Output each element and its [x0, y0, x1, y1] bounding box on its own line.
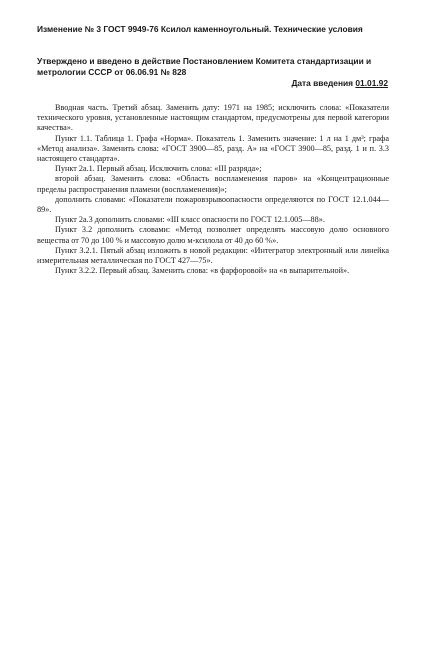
effective-date-label: Дата введения [291, 78, 354, 88]
paragraph: Пункт 1.1. Таблица 1. Графа «Норма». Показатель 1. Заменить значение: 1 л на 1 дм³; графа «Метод анализа». Заменить слова: «ГОСТ 3900—85, разд. А» на «ГОСТ 3900—85, разд. 1 и п. 3.3 настоящего стандарта». [37, 133, 389, 164]
paragraph: Вводная часть. Третий абзац. Заменить дату: 1971 на 1985; исключить слова: «Показатели технического уровня, установленные настоящим стандартом, предусмотрены для первой категории качества». [37, 103, 389, 133]
paragraph: Пункт 2а.1. Первый абзац. Исключить слова: «III разряда»; [55, 164, 262, 174]
paragraph: второй абзац. Заменить слова: «Область воспламенения паров» на «Концентрационные пределы распространения пламени (воспламенения)»; [37, 174, 389, 194]
effective-date-value: 01.01.92 [355, 78, 388, 88]
paragraph: Пункт 3.2.2. Первый абзац. Заменить слова: «в фарфоровой» на «в выпарительной». [55, 266, 350, 276]
paragraph: Пункт 2а.3 дополнить словами: «III класс опасности по ГОСТ 12.1.005—88». [55, 215, 325, 225]
amendment-title: Изменение № 3 ГОСТ 9949-76 Ксилол каменноугольный. Технические условия [37, 24, 363, 34]
paragraph: Пункт 3.2.1. Пятый абзац изложить в новой редакции: «Интегратор электронный или линейка измерительная металлическая по ГОСТ 427—75». [37, 245, 389, 266]
paragraph: Пункт 3.2 дополнить словами: «Метод позволяет определять массовую долю основного вещества от 70 до 100 % и массовую долю м-ксилола от 40 до 60 %». [37, 225, 389, 245]
effective-date [37, 78, 388, 89]
approval-statement: Утверждено и введено в действие Постановлением Комитета стандартизации и метрологии СССР от 06.06.91 № 828 [37, 56, 372, 77]
amendment-body [37, 103, 389, 276]
paragraph: дополнить словами: «Показатели пожаровзрывоопасности определяются по ГОСТ 12.1.044—89». [37, 194, 389, 215]
